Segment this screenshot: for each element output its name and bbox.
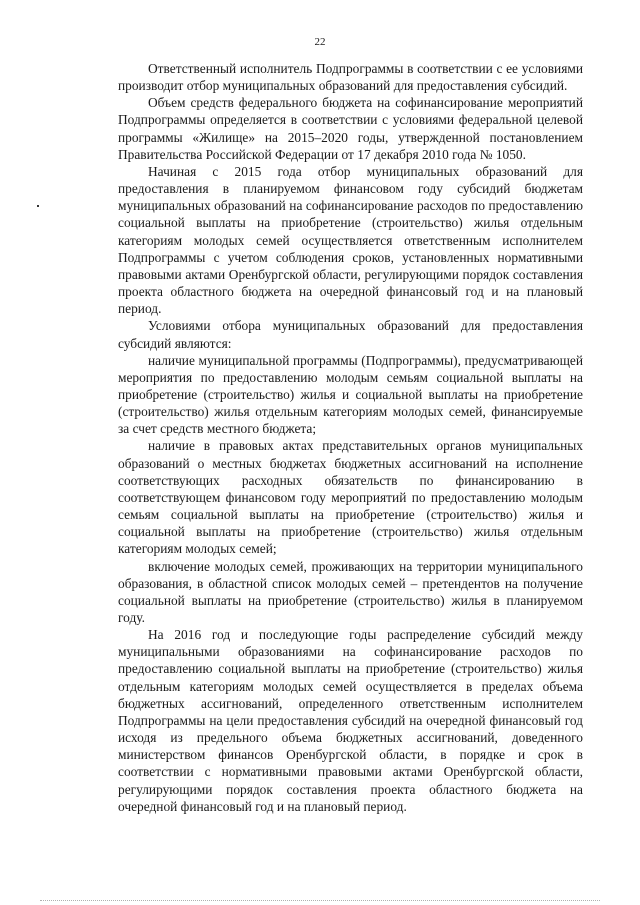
paragraph: Условиями отбора муниципальных образований для предоставления субсидий являются: bbox=[118, 318, 583, 351]
paragraph: наличие муниципальной программы (Подпрограммы), предусматривающей мероприятия по предоставлению молодым семьям социальной выплаты на приобретение (строительство) жилья и социальной выплаты на приобретение (строительство) жилья отдельным категориям молодых семей, финансируемые за счет средств местного бюджета; bbox=[118, 352, 583, 437]
paragraph: наличие в правовых актах представительных органов муниципальных образований о местных бюджетах бюджетных ассигнований на исполнение соответствующих расходных обязательств по финансированию в соответствующем финансовом году мероприятий по предоставлению молодым семьям социальной выплаты на приобретение (строительство) жилья и социальной выплаты на приобретение (строительство) жилья отдельным категориям молодых семей; bbox=[118, 438, 583, 557]
paragraph: Начиная с 2015 года отбор муниципальных образований для предоставления в планируемом финансовом году субсидий бюджетам муниципальных образований на софинансирование расходов по предоставлению социальной выплаты на приобретение (строительство) жилья отдельным категориям молодых семей осуществляется ответственным исполнителем Подпрограммы с учетом соблюдения сроков, установленных нормативными правовыми актами Оренбургской области, регулирующими порядок составления проекта областного бюджета на очередной финансовый год и на плановый период. bbox=[118, 163, 583, 317]
scan-bottom-edge bbox=[40, 900, 600, 902]
document-body bbox=[118, 60, 583, 815]
paragraph: Ответственный исполнитель Подпрограммы в соответствии с ее условиями производит отбор муниципальных образований для предоставления субсидий. bbox=[118, 61, 583, 94]
paragraph: включение молодых семей, проживающих на территории муниципального образования, в областной список молодых семей – претендентов на получение социальной выплаты на приобретение (строительство) жилья в планируемом году. bbox=[118, 558, 583, 625]
paragraph: Объем средств федерального бюджета на софинансирование мероприятий Подпрограммы определяется в соответствии с условиями федеральной целевой программы «Жилище» на 2015–2020 годы, утвержденной постановлением Правительства Российской Федерации от 17 декабря 2010 года № 1050. bbox=[118, 95, 583, 162]
margin-mark bbox=[37, 205, 39, 207]
page-number: 22 bbox=[314, 36, 326, 48]
paragraph: На 2016 год и последующие годы распределение субсидий между муниципальными образованиями на софинансирование расходов по предоставлению социальной выплаты на приобретение (строительство) жилья отдельным категориям молодых семей осуществляется в пределах объема бюджетных ассигнований, определенного ответственным исполнителем Подпрограммы на цели предоставления субсидий на очередной финансовый год исходя из предельного объема бюджетных ассигнований, доведенного министерством финансов Оренбургской области, в порядке и срок в соответствии с нормативными правовыми актами Оренбургской области, регулирующими порядок составления проекта областного бюджета на очередной финансовый год и на плановый период. bbox=[118, 627, 583, 814]
